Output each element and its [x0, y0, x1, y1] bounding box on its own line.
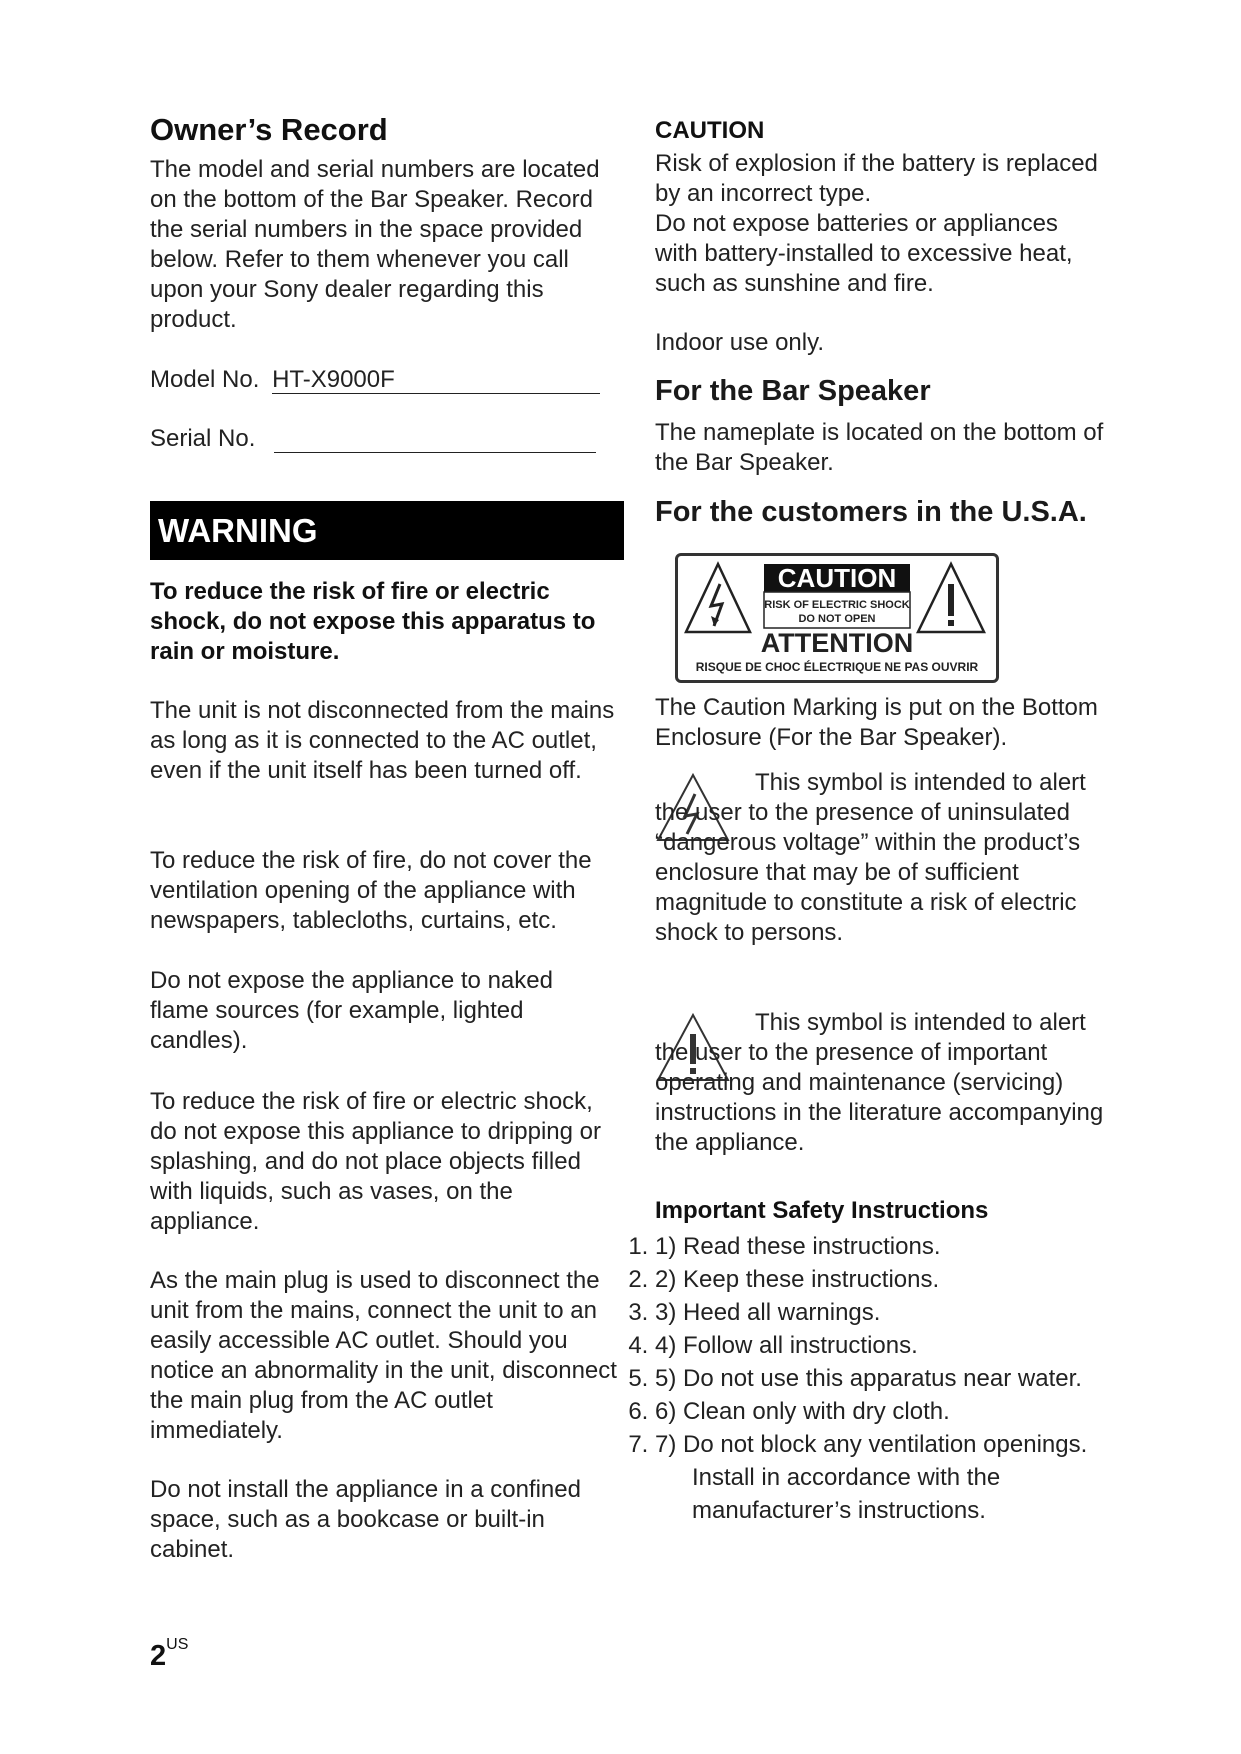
caution-paragraph-3: Indoor use only.	[655, 329, 824, 356]
caution-marking-text: The Caution Marking is put on the Bottom Enclosure (For the Bar Speaker).	[655, 694, 1098, 751]
caution-paragraph-2: Do not expose batteries or appliances with battery-installed to excessive heat, such as sunshine and fire.	[655, 210, 1073, 297]
warning-paragraph-6: Do not install the appliance in a confined space, such as a bookcase or built-in cabinet.	[150, 1476, 581, 1563]
bar-speaker-body: The nameplate is located on the bottom of the Bar Speaker.	[655, 419, 1104, 476]
label-attention-text: ATTENTION	[760, 628, 914, 658]
serial-number-row	[150, 424, 610, 454]
page-number	[150, 1636, 189, 1673]
caution-label	[675, 553, 999, 683]
safety-list	[655, 1230, 1125, 1527]
list-item: 6. 6) Clean only with dry cloth.	[655, 1395, 1125, 1428]
list-item: 2. 2) Keep these instructions.	[655, 1263, 1125, 1296]
symbol-1-text: This symbol is intended to alert the user to the presence of uninsulated “dangerous voltage” within the product’s enclosure that may be of sufficient magnitude to constitute a risk of electric shock to persons.	[655, 769, 1086, 946]
list-item: 5. 5) Do not use this apparatus near water.	[655, 1362, 1125, 1395]
owners-record-title: Owner’s Record	[150, 112, 388, 147]
warning-bold-text: To reduce the risk of fire or electric shock, do not expose this apparatus to rain or moisture.	[150, 578, 596, 665]
warning-paragraph-2: To reduce the risk of fire, do not cover the ventilation opening of the appliance with newspapers, tablecloths, curtains, etc.	[150, 847, 592, 934]
label-caution-text: CAUTION	[777, 563, 897, 593]
model-field	[272, 367, 600, 394]
warning-paragraph-5: As the main plug is used to disconnect the unit from the mains, connect the unit to an easily accessible AC outlet. Should you notice an abnormality in the unit, disconnect the main plug from the AC outlet immediately.	[150, 1267, 617, 1444]
list-item: 3. 3) Heed all warnings.	[655, 1296, 1125, 1329]
caution-title: CAUTION	[655, 117, 765, 144]
label-risk-line2: DO NOT OPEN	[798, 613, 876, 625]
usa-title: For the customers in the U.S.A.	[655, 496, 1087, 528]
caution-label-graphic	[678, 556, 996, 680]
safety-title: Important Safety Instructions	[655, 1197, 989, 1224]
serial-field	[274, 426, 596, 453]
list-item: 7. 7) Do not block any ventilation openings. Install in accordance with the manufacturer’s instructions.	[655, 1428, 1125, 1527]
model-number-row	[150, 365, 610, 395]
model-label: Model No.	[150, 366, 260, 393]
warning-banner	[150, 501, 624, 560]
exclamation-triangle-icon	[918, 564, 984, 632]
page-number-value: 2	[150, 1640, 167, 1672]
warning-title: WARNING	[158, 512, 318, 549]
warning-paragraph-1: The unit is not disconnected from the mains as long as it is connected to the AC outlet, even if the unit itself has been turned off.	[150, 697, 615, 784]
caution-paragraph-1: Risk of explosion if the battery is replaced by an incorrect type.	[655, 150, 1098, 207]
symbol-2-text: This symbol is intended to alert the user to the presence of important operating and maintenance (servicing) instructions in the literature accompanying the appliance.	[655, 1009, 1104, 1156]
bar-speaker-title: For the Bar Speaker	[655, 375, 931, 407]
label-french-text: RISQUE DE CHOC ÉLECTRIQUE NE PAS OUVRIR	[695, 660, 979, 674]
page-number-suffix: US	[166, 1636, 189, 1653]
model-value: HT-X9000F	[272, 366, 395, 393]
serial-label: Serial No.	[150, 425, 256, 452]
warning-paragraph-4: To reduce the risk of fire or electric shock, do not expose this appliance to dripping or splashing, and do not place objects filled with liquids, such as vases, on the appliance.	[150, 1088, 601, 1235]
lightning-triangle-icon	[686, 564, 750, 632]
label-risk-line1: RISK OF ELECTRIC SHOCK	[764, 599, 910, 611]
list-item: 1. 1) Read these instructions.	[655, 1230, 1125, 1263]
owners-record-body: The model and serial numbers are located on the bottom of the Bar Speaker. Record the serial numbers in the space provided below. Refer to them whenever you call upon your Sony dealer regarding this product.	[150, 156, 600, 333]
list-item: 4. 4) Follow all instructions.	[655, 1329, 1125, 1362]
warning-paragraph-3: Do not expose the appliance to naked flame sources (for example, lighted candles).	[150, 967, 553, 1054]
